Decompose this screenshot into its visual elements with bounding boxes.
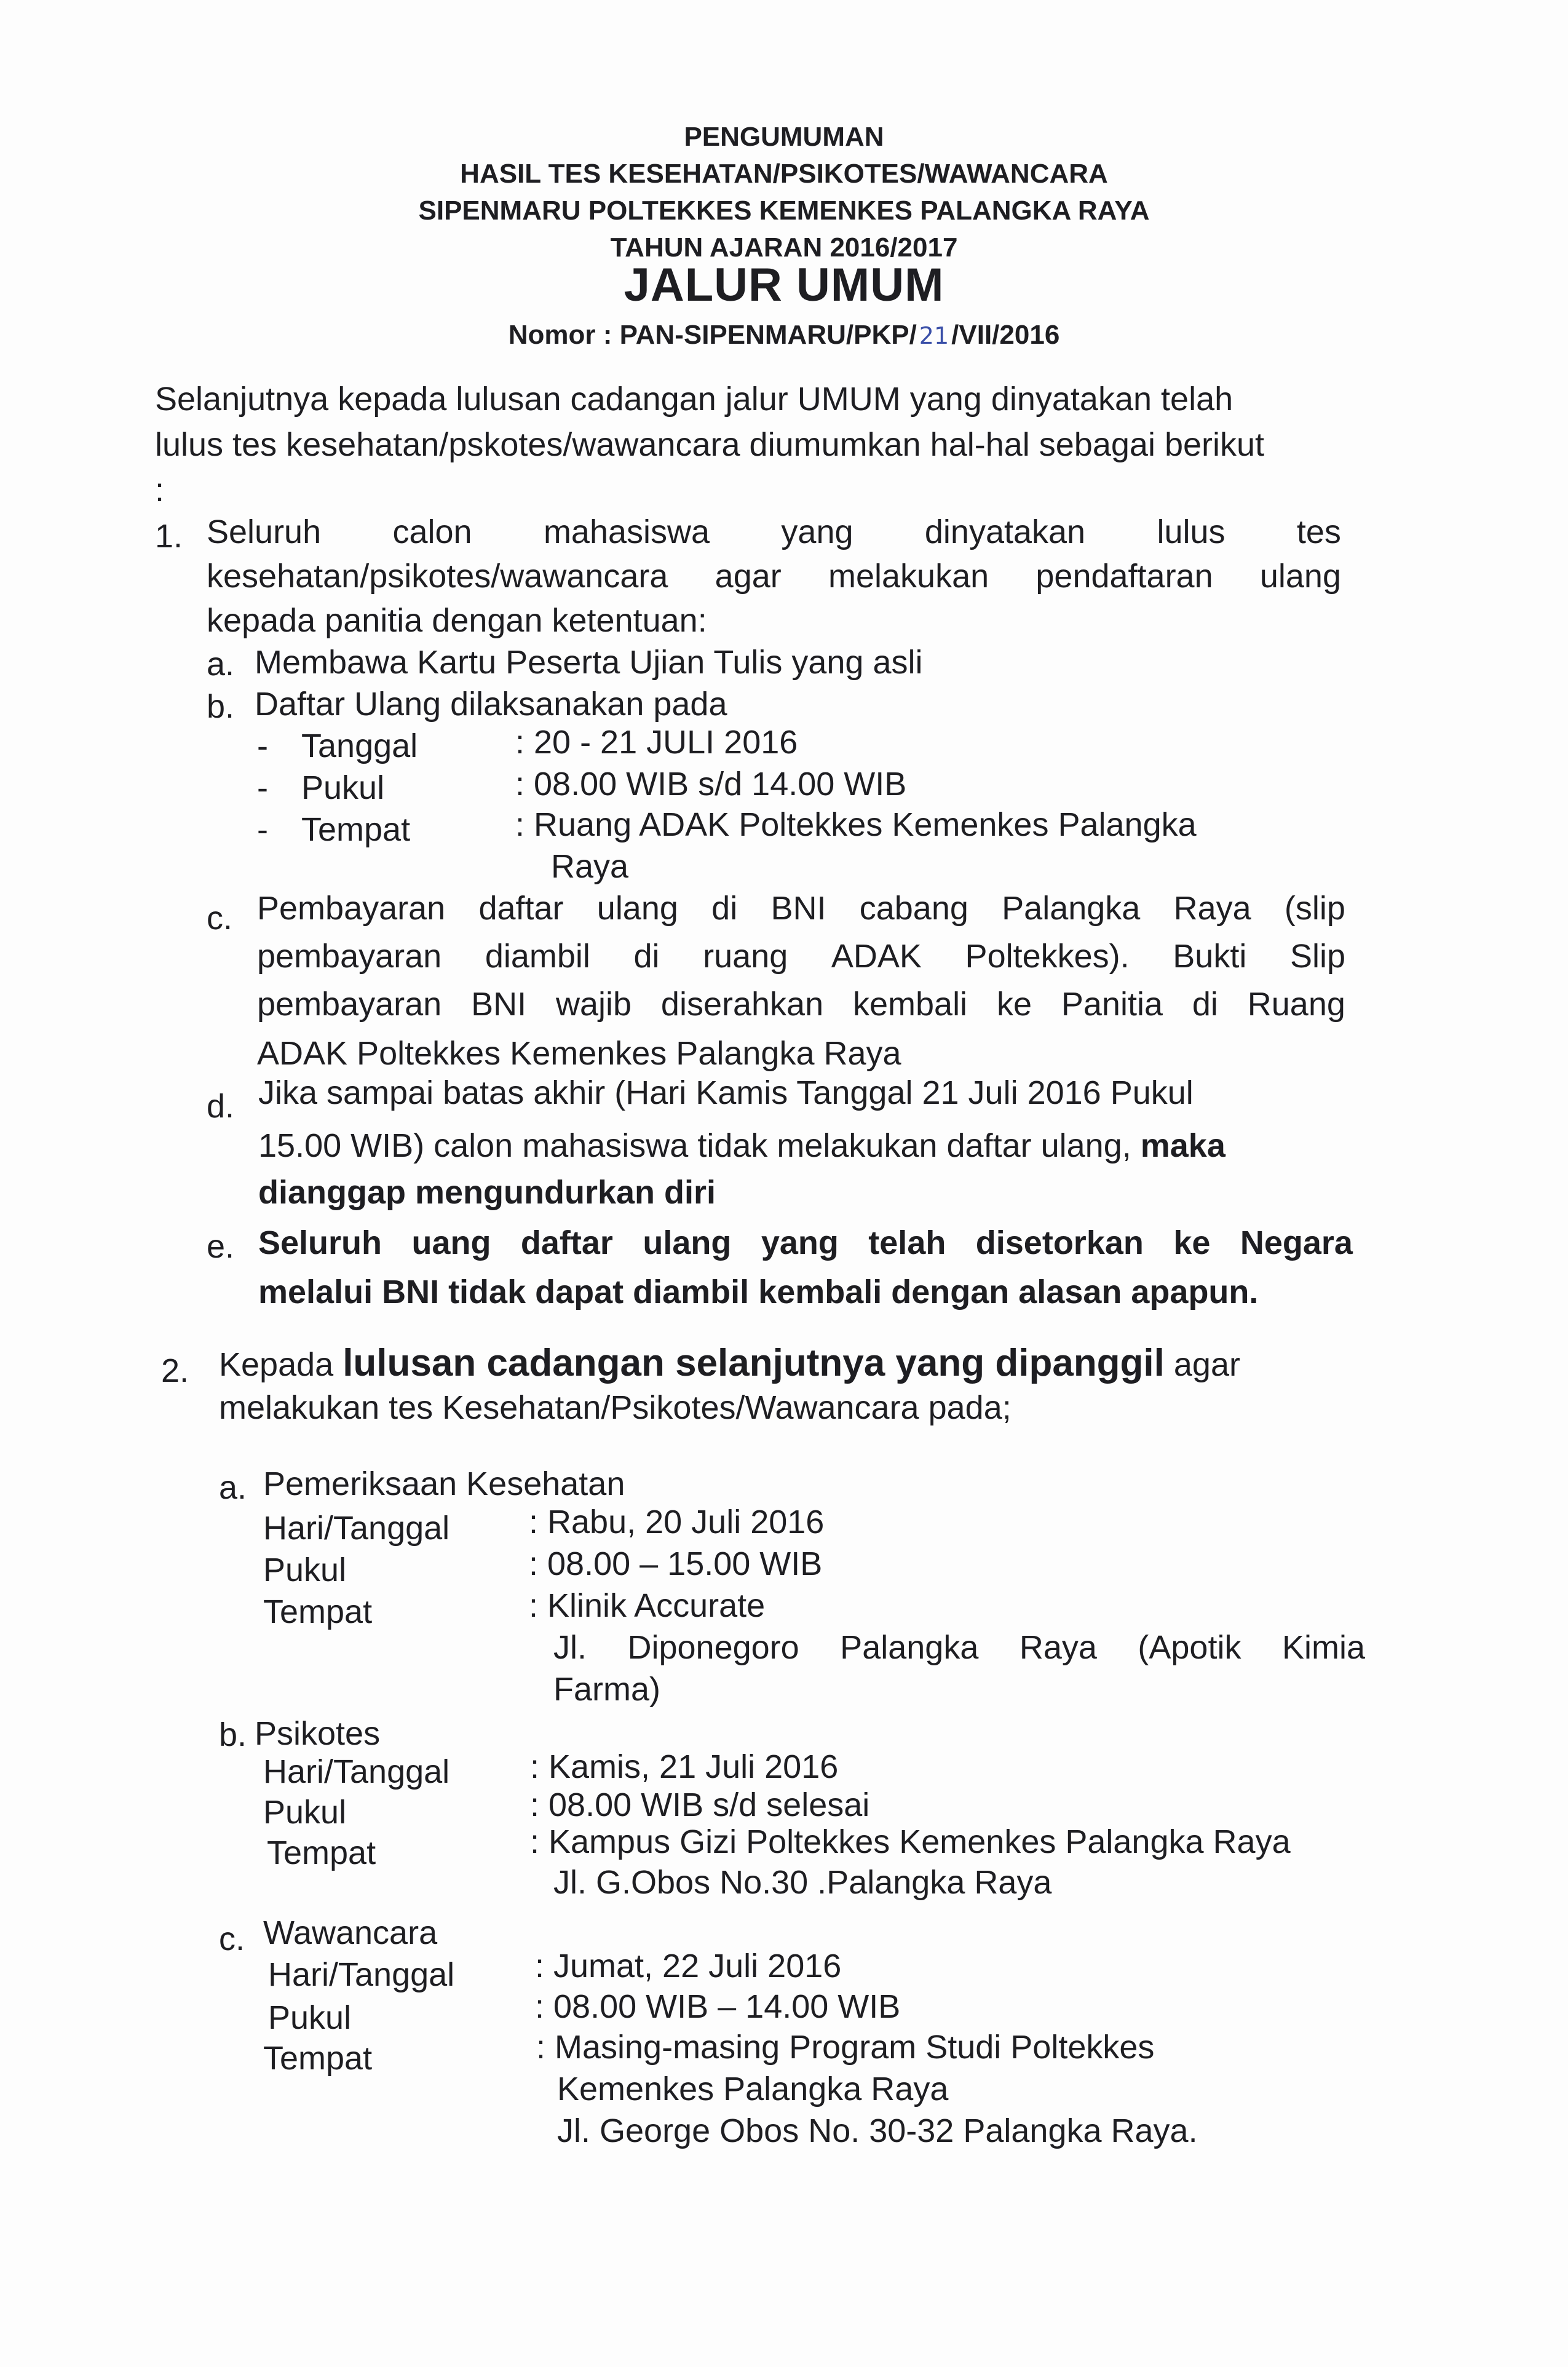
item2b-value-hari: : Kamis, 21 Juli 2016 (530, 1748, 839, 1785)
word: uang (411, 1224, 491, 1261)
item2b-value-pukul: : 08.00 WIB s/d selesai (530, 1786, 870, 1823)
item2b-letter: b. (219, 1716, 247, 1753)
word: disetorkan (975, 1224, 1144, 1261)
item1c-line-1 (257, 892, 1345, 925)
word: ke (996, 986, 1032, 1023)
word: di (711, 890, 738, 927)
item1b-label-tempat: Tempat (301, 811, 411, 848)
word: pendaftaran (1035, 558, 1213, 595)
header-nomor (0, 320, 1568, 351)
word: pembayaran (257, 938, 442, 975)
item1d-line-2-bold: maka (1140, 1127, 1225, 1164)
item1b-label-pukul: Pukul (301, 769, 385, 806)
word: ulang (1259, 558, 1341, 595)
item2a-value-tempat: : Klinik Accurate (529, 1587, 766, 1624)
item1d-line-2 (258, 1129, 1225, 1162)
header-jalur: JALUR UMUM (624, 259, 944, 311)
word: yang (781, 513, 853, 550)
item2c-letter: c. (219, 1921, 245, 1957)
word: agar (715, 558, 782, 595)
item1b-letter: b. (207, 688, 235, 725)
word: Pembayaran (257, 890, 446, 927)
item1b-value-tempat: : Ruang ADAK Poltekkes Kemenkes Palangka (515, 806, 1197, 843)
item2a-label-pukul: Pukul (263, 1552, 347, 1588)
word: daftar (478, 890, 564, 927)
word: Ruang (1247, 986, 1345, 1023)
item2a-letter: a. (219, 1469, 247, 1506)
item2a-value-pukul: : 08.00 – 15.00 WIB (529, 1545, 823, 1582)
item2a-tempat-cont-2: Farma) (553, 1671, 660, 1708)
item2c-label-pukul: Pukul (268, 1999, 352, 2036)
item2-line-1-end: agar (1164, 1346, 1240, 1383)
word: ke (1173, 1224, 1211, 1261)
word: cabang (859, 890, 968, 927)
word: diambil (485, 938, 590, 975)
item1b-label-tanggal: Tanggal (301, 728, 418, 764)
word: Raya (1173, 890, 1251, 927)
item2a-value-hari: : Rabu, 20 Juli 2016 (529, 1504, 825, 1540)
word: telah (868, 1224, 946, 1261)
word: Panitia (1061, 986, 1163, 1023)
intro-line-1: Selanjutnya kepada lulusan cadangan jalur UMUM yang dinyatakan telah (155, 381, 1233, 418)
word: diserahkan (660, 986, 824, 1023)
word: di (633, 938, 660, 975)
word: lulus (1157, 513, 1225, 550)
word: ADAK (831, 938, 922, 975)
item1c-letter: c. (207, 900, 233, 937)
word: kesehatan/psikotes/wawancara (207, 558, 668, 595)
word: Bukti (1173, 938, 1247, 975)
item2-line-2: melakukan tes Kesehatan/Psikotes/Wawancara pada; (219, 1389, 1012, 1426)
item2b-label-pukul: Pukul (263, 1794, 347, 1831)
item2c-value-pukul: : 08.00 WIB – 14.00 WIB (535, 1988, 901, 2025)
item2-number: 2. (161, 1352, 189, 1389)
item2a-tempat-cont-1 (553, 1631, 1365, 1664)
word: tes (1296, 513, 1341, 550)
word: ulang (596, 890, 678, 927)
item2b-tempat-cont-1: Jl. G.Obos No.30 .Palangka Raya (553, 1864, 1052, 1901)
item1-line-2 (207, 560, 1341, 593)
word: BNI (471, 986, 527, 1023)
word: Palangka (840, 1629, 979, 1666)
word: ulang (643, 1224, 732, 1261)
word: Jl. (553, 1629, 587, 1666)
word: Diponegoro (627, 1629, 799, 1666)
word: Negara (1240, 1224, 1353, 1261)
word: pembayaran (257, 986, 442, 1023)
item2-line-1-emphasis: lulusan cadangan selanjutnya yang dipanggil (343, 1342, 1165, 1384)
word: Seluruh (258, 1224, 382, 1261)
word: yang (761, 1224, 839, 1261)
item1e-line-1 (258, 1226, 1353, 1259)
item1-line-3: kepada panitia dengan ketentuan: (207, 602, 707, 639)
nomor-handwritten: 21 (919, 322, 949, 349)
word: dinyatakan (924, 513, 1086, 550)
item1b-value-tanggal: : 20 - 21 JULI 2016 (515, 724, 798, 761)
word: ruang (703, 938, 788, 975)
item2c-value-hari: : Jumat, 22 Juli 2016 (535, 1948, 842, 1984)
item2-line-1 (219, 1344, 1240, 1382)
item1a-letter: a. (207, 646, 235, 683)
item1-line-1 (207, 515, 1341, 549)
word: daftar (520, 1224, 613, 1261)
word: (Apotik (1138, 1629, 1241, 1666)
word: kembali (852, 986, 968, 1023)
item2c-tempat-cont-1: Kemenkes Palangka Raya (557, 2071, 949, 2107)
item1b-dash: - (257, 811, 268, 848)
item1d-line-2-text: 15.00 WIB) calon mahasiswa tidak melakukan daftar ulang, (258, 1127, 1141, 1164)
item1d-line-1: Jika sampai batas akhir (Hari Kamis Tanggal 21 Juli 2016 Pukul (258, 1074, 1194, 1111)
item2-line-1-text: Kepada (219, 1346, 343, 1383)
item2c-tempat-cont-2: Jl. George Obos No. 30-32 Palangka Raya. (557, 2112, 1198, 2149)
item2b-title: Psikotes (255, 1715, 381, 1752)
item2c-title: Wawancara (263, 1914, 438, 1951)
word: mahasiswa (543, 513, 710, 550)
word: melakukan (828, 558, 989, 595)
item1b-text: Daftar Ulang dilaksanakan pada (255, 686, 727, 723)
header-title: PENGUMUMAN (684, 122, 884, 152)
item2a-title: Pemeriksaan Kesehatan (263, 1465, 625, 1502)
intro-line-2: lulus tes kesehatan/pskotes/wawancara diumumkan hal-hal sebagai berikut (155, 426, 1265, 463)
item1e-line-2: melalui BNI tidak dapat diambil kembali dengan alasan apapun. (258, 1274, 1259, 1310)
header-institution: SIPENMARU POLTEKKES KEMENKES PALANGKA RAYA (418, 196, 1150, 226)
item1c-line-2 (257, 940, 1345, 973)
item1c-line-4: ADAK Poltekkes Kemenkes Palangka Raya (257, 1035, 901, 1072)
word: Palangka (1002, 890, 1141, 927)
item1d-line-3: dianggap mengundurkan diri (258, 1174, 716, 1211)
item2b-value-tempat: : Kampus Gizi Poltekkes Kemenkes Palangka Raya (530, 1823, 1291, 1860)
word: Slip (1289, 938, 1345, 975)
item1c-line-3 (257, 988, 1345, 1021)
item2a-label-tempat: Tempat (263, 1593, 373, 1630)
word: di (1192, 986, 1218, 1023)
item1a-text: Membawa Kartu Peserta Ujian Tulis yang asli (255, 644, 923, 681)
item2b-label-hari: Hari/Tanggal (263, 1753, 450, 1790)
word: Kimia (1281, 1629, 1365, 1666)
word: calon (392, 513, 472, 550)
item1b-value-tempat-cont: Raya (551, 848, 629, 885)
item2a-label-hari: Hari/Tanggal (263, 1510, 450, 1547)
item2b-label-tempat: Tempat (267, 1834, 376, 1871)
item2c-value-tempat: : Masing-masing Program Studi Poltekkes (536, 2029, 1155, 2066)
nomor-prefix: Nomor : PAN-SIPENMARU/PKP/ (508, 320, 917, 350)
intro-line-3: : (155, 472, 165, 509)
nomor-suffix: /VII/2016 (951, 320, 1060, 350)
word: Poltekkes). (965, 938, 1130, 975)
item1e-letter: e. (207, 1228, 235, 1265)
item1b-dash: - (257, 728, 268, 764)
header-subtitle: HASIL TES KESEHATAN/PSIKOTES/WAWANCARA (460, 159, 1108, 189)
word: Raya (1019, 1629, 1097, 1666)
item1b-dash: - (257, 769, 268, 806)
word: Seluruh (207, 513, 322, 550)
item2c-label-hari: Hari/Tanggal (268, 1956, 455, 1993)
item1-number: 1. (155, 518, 183, 555)
item1d-letter: d. (207, 1088, 235, 1125)
item1b-value-pukul: : 08.00 WIB s/d 14.00 WIB (515, 766, 907, 803)
header-academic-year: TAHUN AJARAN 2016/2017 (610, 232, 958, 263)
word: wajib (555, 986, 632, 1023)
word: BNI (770, 890, 826, 927)
item2c-label-tempat: Tempat (263, 2040, 373, 2077)
word: (slip (1284, 890, 1345, 927)
